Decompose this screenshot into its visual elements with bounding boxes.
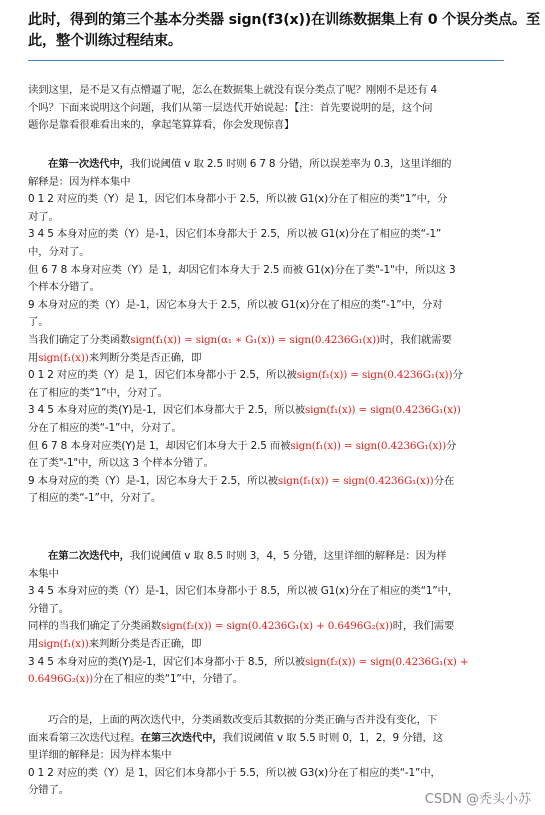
text-line: 在了相应的类“1”中，分对了。 [28, 386, 168, 399]
formula: sign(f₁(x)) [38, 351, 89, 364]
second-iteration-section [28, 548, 516, 689]
text-line: 中，分对了。 [28, 245, 90, 258]
text-line: 0.6496G₂(x))分在了相应的类“1”中，分错了。 [28, 673, 244, 686]
text-line: 在了类"-1"中，所以这 3 个样本分错了。 [28, 457, 214, 470]
iteration-heading: 在第二次迭代中， [48, 550, 130, 562]
text-line: 0 1 2 对应的类（Y）是 1，因它们本身都小于 2.5，所以被sign(f₁(x)) = sign(0.4236G₁(x))分 [28, 369, 463, 382]
conclusion-heading [28, 10, 541, 52]
text-line: 3 4 5 本身对应的类(Y)是-1，因它们本身都小于 8.5，所以被sign(f₂(x)) = sign(0.4236G₁(x) + [28, 655, 469, 668]
text-line: 用sign(f₁(x))来判断分类是否正确，即 [28, 351, 202, 364]
text-line: 0 1 2 对应的类（Y）是 1，因它们本身都小于 2.5，所以被 G1(x)分在了相应的类“1”中，分 [28, 193, 448, 206]
csdn-watermark: CSDN @秃头小苏 [424, 792, 531, 807]
text-line: 分在了相应的类“-1”中，分对了。 [28, 421, 182, 434]
divider-line [28, 60, 504, 61]
formula: sign(f₁(x)) = sign(0.4236G₁(x)) [277, 474, 434, 487]
heading-line: 此时，得到的第三个基本分类器 sign(f3(x))在训练数据集上有 0 个误分类点。至 [28, 12, 541, 28]
formula: sign(f₁(x)) = sign(α₁ ∗ G₁(x)) = sign(0.4236G₁(x)) [130, 333, 380, 346]
text-line: 用sign(f₁(x))来判断分类是否正确，即 [28, 637, 202, 650]
text-line: 里详细的解释是：因为样本集中 [28, 749, 172, 762]
formula: 0.6496G₂(x)) [28, 673, 94, 686]
text-line: 但 6 7 8 本身对应类（Y）是 1，却因它们本身大于 2.5 而被 G1(x)分在了类"-1"中，所以这 3 [28, 263, 456, 276]
text-line: 在第一次迭代中，我们说阈值 v 取 2.5 时则 6 7 8 分错，所以误差率为 0.3，这里详细的 [48, 158, 452, 170]
text-line: 同样的当我们确定了分类函数sign(f₂(x)) = sign(0.4236G₁(x) + 0.6496G₂(x))时，我们需要 [28, 620, 455, 633]
text-line: 面来看第三次迭代过程。在第三次迭代中，我们说阈值 v 取 5.5 时则 0，1，2，9 分错，这 [28, 731, 444, 744]
intro-paragraph [28, 82, 516, 135]
text-line: 0 1 2 对应的类（Y）是 1，因它们本身都小于 5.5，所以被 G3(x)分在了相应的类“-1”中， [28, 766, 441, 779]
text-line: 个样本分错了。 [28, 281, 100, 294]
text-line: 解释是：因为样本集中 [28, 175, 131, 188]
text-line: 3 4 5 本身对应的类（Y）是-1，因它们本身都大于 2.5，所以被 G1(x)分在了相应的类“-1” [28, 228, 442, 241]
text-line: 题你是靠看很难看出来的，拿起笔算算看，你会发现惊喜】 [28, 119, 295, 132]
text-line: 分错了。 [28, 602, 69, 615]
formula: sign(f₂(x)) = sign(0.4236G₁(x) + [304, 655, 469, 668]
text-line: 对了。 [28, 210, 59, 223]
third-iteration-section [28, 712, 516, 800]
text-line: 在第二次迭代中，我们说阈值 v 取 8.5 时则 3，4，5 分错，这里详细的解释是：因为样 [48, 550, 447, 562]
heading-line: 此，整个训练过程结束。 [28, 33, 182, 49]
text-line: 9 本身对应的类（Y）是-1，因它本身大于 2.5，所以被 G1(x)分在了相应的类“-1”中，分对 [28, 298, 443, 311]
formula: sign(f₁(x)) [38, 637, 89, 650]
formula: sign(f₁(x)) = sign(0.4236G₁(x)) [296, 369, 453, 382]
text-line: 3 4 5 本身对应的类(Y)是-1，因它们本身都大于 2.5，所以被sign(f₁(x)) = sign(0.4236G₁(x)) [28, 404, 461, 417]
formula: sign(f₁(x)) = sign(0.4236G₁(x)) [290, 439, 446, 452]
text-line: 9 本身对应的类（Y）是-1，因它本身大于 2.5，所以被sign(f₁(x)) = sign(0.4236G₁(x))分在 [28, 474, 455, 487]
formula: sign(f₂(x)) = sign(0.4236G₁(x) + 0.6496G₂(x)) [161, 620, 393, 633]
text-line: 但 6 7 8 本身对应类(Y)是 1，却因它们本身大于 2.5 而被sign(f₁(x)) = sign(0.4236G₁(x))分 [28, 439, 457, 452]
formula: sign(f₁(x)) = sign(0.4236G₁(x)) [304, 404, 461, 417]
text-line: 本集中 [28, 567, 59, 580]
text-line: 了相应的类“-1”中，分对了。 [28, 492, 162, 505]
text-line: 分错了。 [28, 784, 69, 797]
text-line: 3 4 5 本身对应的类（Y）是-1，因它们本身都小于 8.5，所以被 G1(x)分在了相应的类“1”中， [28, 585, 459, 598]
text-line: 当我们确定了分类函数sign(f₁(x)) = sign(α₁ ∗ G₁(x)) = sign(0.4236G₁(x))时，我们就需要 [28, 333, 452, 346]
text-line: 个吗？下面来说明这个问题，我们从第一层迭代开始说起：【注：首先要说明的是，这个问 [28, 101, 433, 114]
text-line: 巧合的是，上面的两次迭代中，分类函数改变后其数据的分类正确与否并没有变化，下 [48, 714, 438, 726]
iteration-heading: 在第三次迭代中， [140, 731, 223, 744]
first-iteration-section [28, 156, 516, 508]
text-line: 了。 [28, 316, 49, 329]
iteration-heading: 在第一次迭代中， [48, 158, 130, 170]
text-line: 读到这里，是不是又有点懵逼了呢，怎么在数据集上就没有误分类点了呢？刚刚不是还有 4 [28, 84, 437, 96]
